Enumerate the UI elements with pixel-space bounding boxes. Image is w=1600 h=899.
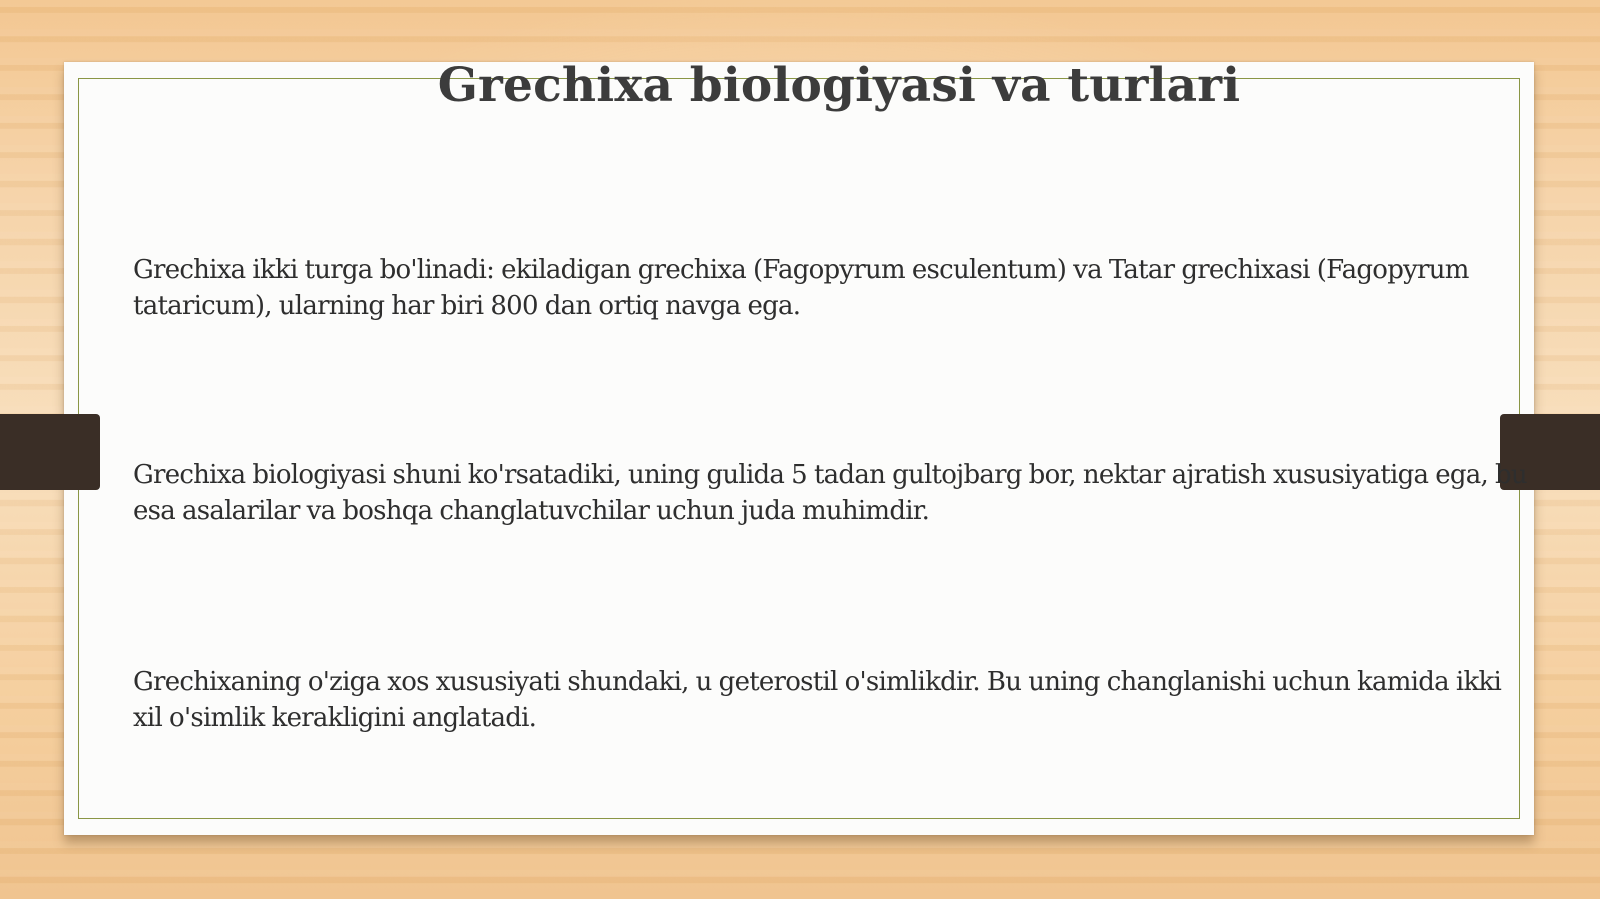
left-decorative-tab xyxy=(0,414,100,490)
paragraph-types: Grechixa ikki turga bo'linadi: ekiladigan grechixa (Fagopyrum esculentum) va Tatar grechixasi (Fagopyrum tataricum), ularning har biri 800 dan ortiq navga ega. xyxy=(133,255,1469,321)
slide-title: Grechixa biologiyasi va turlari xyxy=(437,58,1241,113)
paragraph-biology: Grechixa biologiyasi shuni ko'rsatadiki, uning gulida 5 tadan gultojbarg bor, nektar ajratish xususiyatiga ega, bu esa asalarilar va boshqa changlatuvchilar uchun juda muhimdir. xyxy=(133,460,1527,526)
paragraph-heterostyly: Grechixaning o'ziga xos xususiyati shundaki, u geterostil o'simlikdir. Bu uning changlanishi uchun kamida ikki xil o'simlik kerakligini anglatadi. xyxy=(133,667,1502,733)
